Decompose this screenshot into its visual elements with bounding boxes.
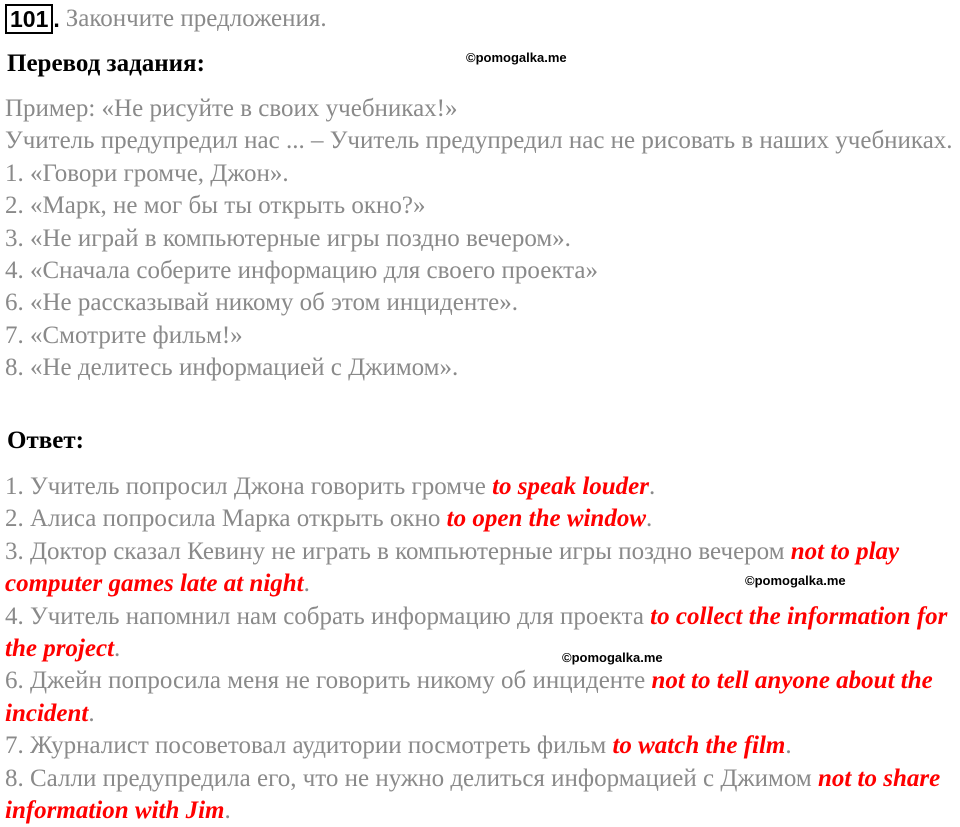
answer-item-end: . bbox=[88, 699, 95, 727]
answer-item-text: 8. Салли предупредила его, что не нужно делиться информацией с Джимом bbox=[5, 764, 818, 792]
answer-item bbox=[5, 763, 957, 827]
watermark-top: ©pomogalka.me bbox=[466, 50, 567, 65]
answer-english: to watch the film bbox=[612, 732, 786, 760]
answer-item bbox=[5, 730, 957, 762]
answer-item-text: 3. Доктор сказал Кевину не играть в компьютерные игры поздно вечером bbox=[5, 537, 791, 565]
answer-item-end: . bbox=[649, 473, 656, 500]
answer-item bbox=[5, 536, 957, 601]
answer-item-text: 6. Джейн попросила меня не говорить никому об инциденте bbox=[5, 667, 652, 695]
answer-english: to open the window bbox=[446, 505, 647, 533]
translation-block bbox=[5, 93, 957, 385]
answer-item-end: . bbox=[785, 732, 792, 760]
answer-heading: Ответ: bbox=[7, 427, 84, 454]
translation-item: 2. «Марк, не мог бы ты открыть окно?» bbox=[5, 192, 426, 220]
answer-english: not to play computer games late at night bbox=[5, 537, 900, 598]
watermark-bottom: ©pomogalka.me bbox=[562, 650, 663, 665]
answer-english: to speak louder bbox=[492, 473, 650, 500]
task-header bbox=[5, 2, 327, 36]
translation-heading: Перевод задания: bbox=[7, 50, 205, 77]
task-number-dot: . bbox=[53, 5, 60, 32]
translation-item: 7. «Смотрите фильм!» bbox=[5, 321, 243, 349]
answer-item bbox=[5, 503, 957, 535]
answer-item-end: . bbox=[114, 635, 121, 663]
watermark-middle: ©pomogalka.me bbox=[745, 573, 846, 588]
answer-block bbox=[5, 471, 957, 827]
answer-english: not to tell anyone about the incident bbox=[5, 667, 933, 727]
answer-item-text: 7. Журналист посоветовал аудитории посмотреть фильм bbox=[5, 732, 613, 760]
answer-item-text: 4. Учитель напомнил нам собрать информацию для проекта bbox=[5, 602, 651, 630]
translation-item: 8. «Не делитесь информацией с Джимом». bbox=[5, 354, 459, 382]
answer-item-end: . bbox=[646, 505, 653, 533]
task-number-box: 101 bbox=[5, 4, 53, 34]
answer-item-text: 2. Алиса попросила Марка открыть окно bbox=[5, 505, 447, 533]
translation-item: 1. «Говори громче, Джон». bbox=[5, 159, 289, 187]
answer-item-text: 1. Учитель попросил Джона говорить громче bbox=[5, 473, 493, 500]
answer-english: not to share information with Jim bbox=[5, 764, 941, 825]
translation-item: 3. «Не играй в компьютерные игры поздно вечером». bbox=[5, 224, 571, 252]
translation-example-line: Учитель предупредил нас ... – Учитель предупредил нас не рисовать в наших учебниках. bbox=[5, 127, 953, 155]
answer-item-end: . bbox=[303, 570, 310, 598]
translation-example-label: Пример: «Не рисуйте в своих учебниках!» bbox=[5, 95, 458, 122]
answer-item bbox=[5, 665, 957, 730]
answer-item-end: . bbox=[224, 797, 231, 825]
answer-item bbox=[5, 601, 957, 666]
answer-item bbox=[5, 471, 957, 503]
translation-item: 4. «Сначала соберите информацию для своего проекта» bbox=[5, 257, 598, 285]
answer-english: to collect the information for the project bbox=[5, 602, 948, 663]
task-title: Закончите предложения. bbox=[65, 5, 327, 32]
translation-item: 6. «Не рассказывай никому об этом инциденте». bbox=[5, 289, 519, 317]
